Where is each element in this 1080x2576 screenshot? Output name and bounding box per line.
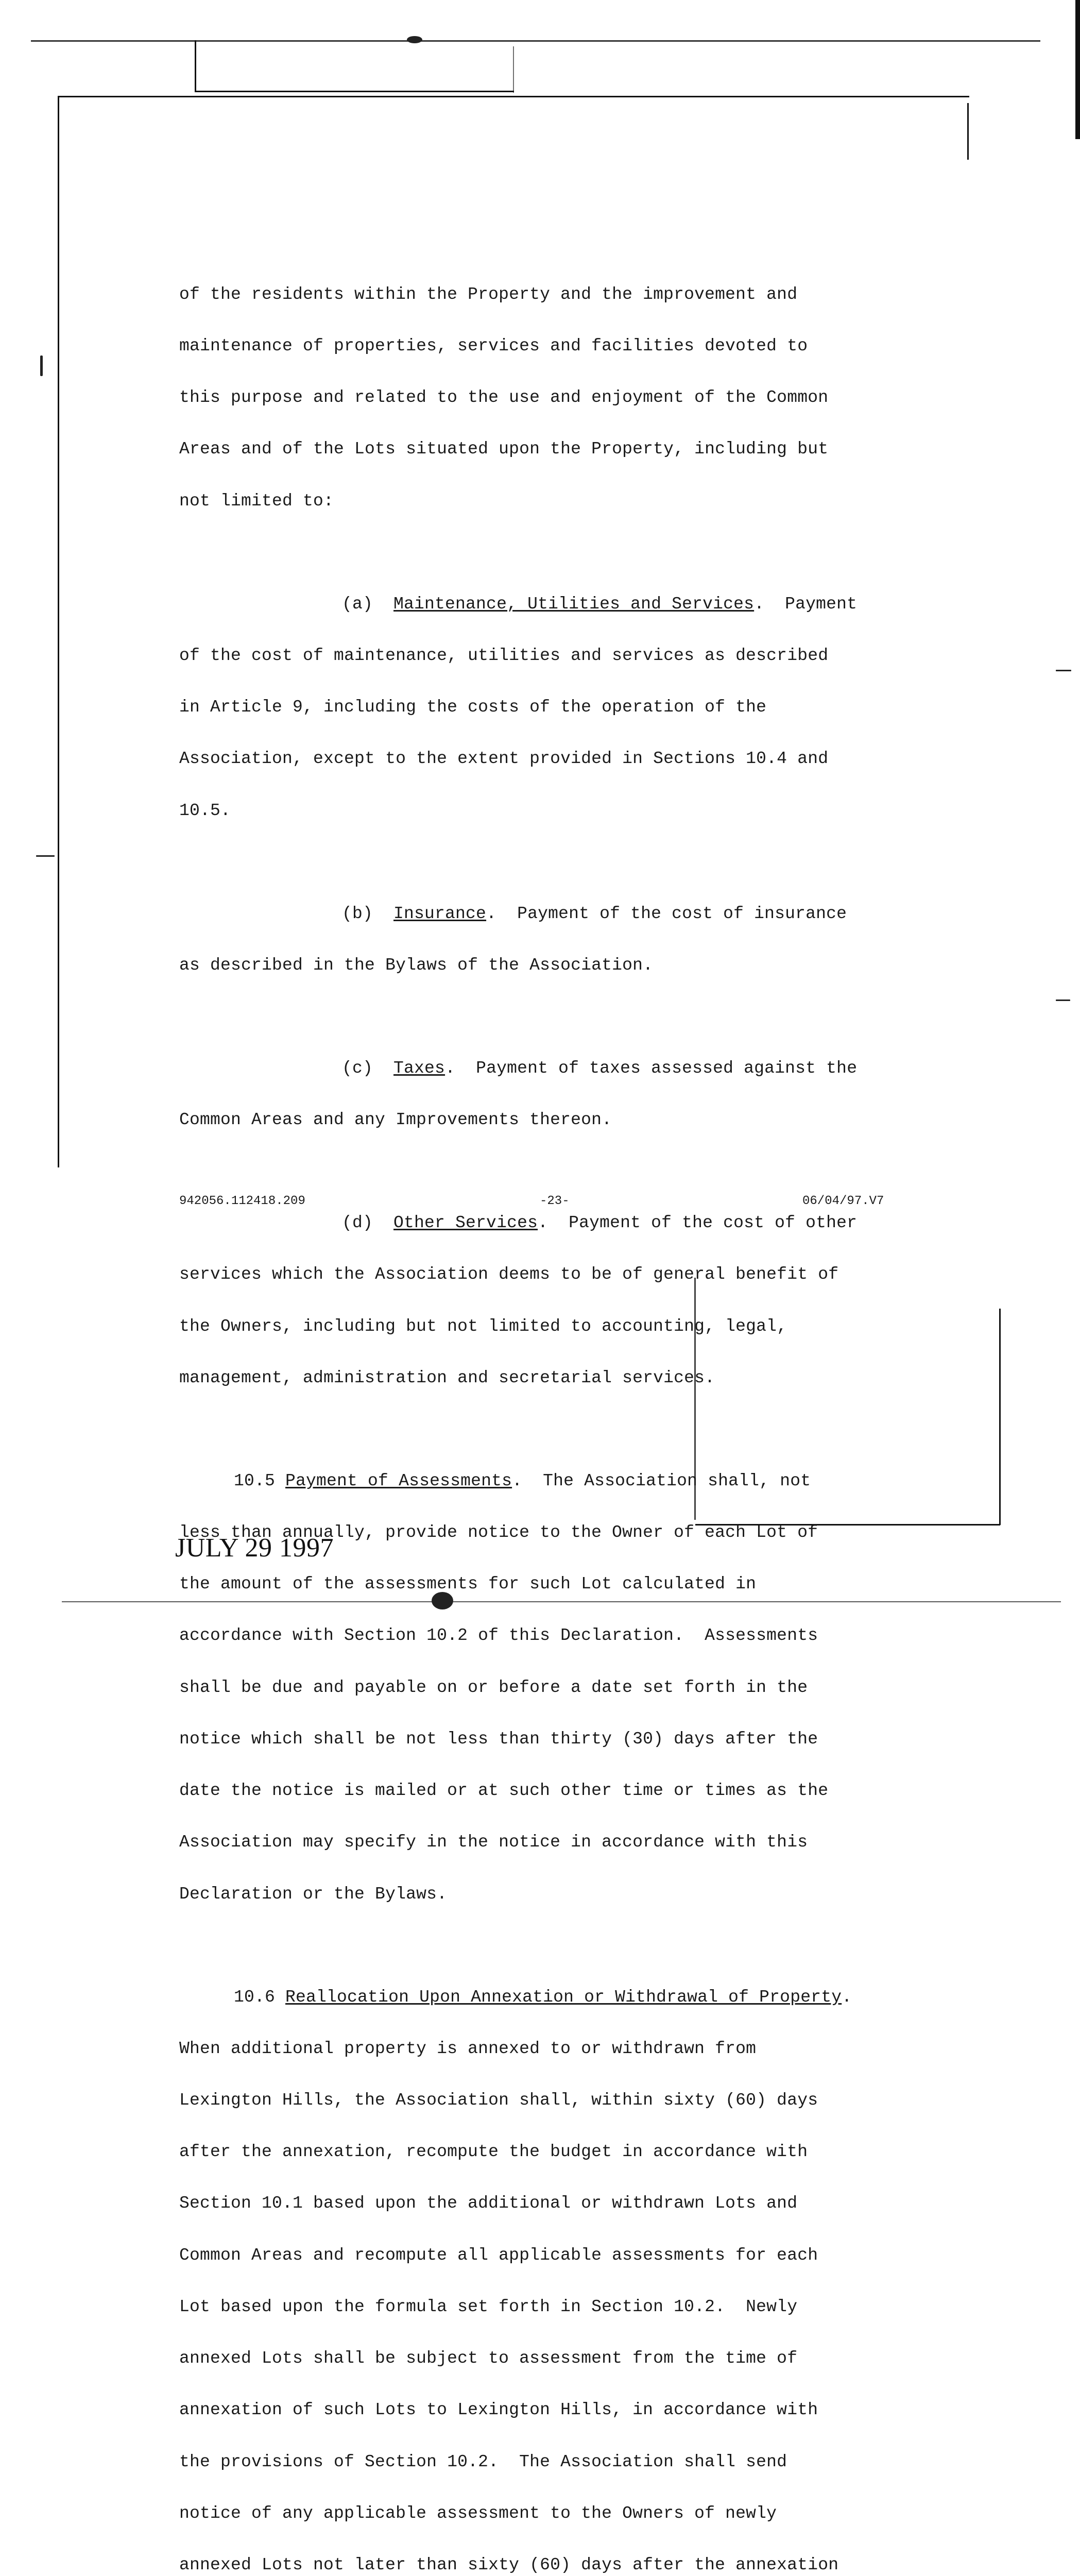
scan-right-edge-line — [1075, 0, 1080, 139]
item-first-rest: . Payment of the cost of insurance — [486, 904, 847, 923]
scan-mark-left-2 — [36, 855, 55, 857]
intro-line: maintenance of properties, services and facilities devoted to — [179, 336, 808, 356]
intro-line: Areas and of the Lots situated upon the Property, including but — [179, 439, 829, 459]
section-number: 10.5 — [234, 1471, 276, 1490]
section-line: Section 10.1 based upon the additional or withdrawn Lots and — [179, 2194, 798, 2213]
intro-line: of the residents within the Property and the improvement and — [179, 284, 798, 304]
section-first-rest: . — [842, 1987, 852, 2007]
item-line: the Owners, including but not limited to accounting, legal, — [179, 1316, 787, 1336]
section-heading: Reallocation Upon Annexation or Withdrawal of Property — [285, 1987, 842, 2007]
footer-doc-id: 942056.112418.209 — [179, 1194, 305, 1208]
item-marker: (d) — [342, 1213, 373, 1233]
scan-mark-right-1 — [1056, 670, 1071, 671]
section-line: date the notice is mailed or at such other time or times as the — [179, 1781, 829, 1801]
item-c — [179, 1025, 885, 1163]
item-line: services which the Association deems to be of general benefit of — [179, 1265, 839, 1284]
item-a-first-line — [179, 596, 885, 613]
item-marker: (b) — [342, 904, 373, 923]
scan-top-bracket-bottom — [195, 91, 514, 92]
section-line: annexation of such Lots to Lexington Hills, in accordance with — [179, 2400, 818, 2420]
item-marker: (c) — [342, 1058, 373, 1078]
item-heading: Maintenance, Utilities and Services — [393, 594, 755, 614]
item-a — [179, 561, 885, 854]
section-first-rest: . The Association shall, not — [512, 1471, 811, 1490]
scan-top-edge-line — [31, 40, 1040, 42]
intro-line: not limited to: — [179, 491, 334, 511]
section-line: accordance with Section 10.2 of this Declaration. Assessments — [179, 1626, 818, 1646]
scan-mark-left-1 — [40, 355, 43, 376]
scan-mark-right-2 — [1056, 999, 1070, 1001]
section-line: annexed Lots shall be subject to assessment from the time of — [179, 2349, 798, 2368]
item-d-first-line — [179, 1214, 885, 1231]
section-line: annexed Lots not later than sixty (60) days after the annexation — [179, 2555, 839, 2574]
received-date-stamp: JULY 29 1997 — [175, 1533, 334, 1563]
item-b-first-line — [179, 905, 885, 922]
section-number: 10.6 — [234, 1987, 276, 2007]
scan-top-bracket-left — [195, 40, 196, 92]
item-b — [179, 871, 885, 1008]
item-line: management, administration and secretarial services. — [179, 1368, 715, 1387]
scan-frame-top-line — [58, 96, 969, 97]
section-10-6 — [179, 1954, 885, 2576]
section-line: notice which shall be not less than thirty (30) days after the — [179, 1729, 818, 1749]
scan-frame-left-line — [58, 96, 59, 1167]
section-10-5-first-line — [179, 1472, 885, 1489]
section-line: the amount of the assessments for such Lot calculated in — [179, 1574, 757, 1594]
footer-page-number: -23- — [540, 1194, 570, 1208]
document-body — [179, 251, 885, 2576]
intro-line: this purpose and related to the use and enjoyment of the Common — [179, 388, 829, 408]
section-line: the provisions of Section 10.2. The Association shall send — [179, 2452, 787, 2471]
scan-bottom-right-box-right — [999, 1309, 1001, 1525]
scan-blob-top — [407, 36, 422, 43]
item-line: of the cost of maintenance, utilities and services as described — [179, 646, 829, 665]
item-c-first-line — [179, 1060, 885, 1077]
section-line: after the annexation, recompute the budget in accordance with — [179, 2142, 808, 2162]
section-line: less than annually, provide notice to the Owner of each Lot of — [179, 1523, 818, 1543]
item-heading: Insurance — [393, 904, 487, 923]
item-line: 10.5. — [179, 801, 231, 820]
section-10-6-first-line — [179, 1989, 885, 2006]
item-heading: Other Services — [393, 1213, 538, 1233]
footer-version: 06/04/97.V7 — [802, 1194, 884, 1208]
item-line: Common Areas and any Improvements thereon. — [179, 1110, 612, 1130]
section-line: Lot based upon the formula set forth in Section 10.2. Newly — [179, 2297, 798, 2316]
item-line: as described in the Bylaws of the Association. — [179, 955, 654, 975]
section-10-5 — [179, 1438, 885, 1937]
item-line: Association, except to the extent provided in Sections 10.4 and — [179, 749, 829, 769]
item-heading: Taxes — [393, 1058, 445, 1078]
section-line: shall be due and payable on or before a date set forth in the — [179, 1677, 808, 1697]
section-heading: Payment of Assessments — [285, 1471, 512, 1490]
scan-frame-right-line — [967, 103, 969, 160]
section-line: When additional property is annexed to or withdrawn from — [179, 2039, 757, 2058]
item-line: in Article 9, including the costs of the operation of the — [179, 698, 767, 717]
section-line: Lexington Hills, the Association shall, within sixty (60) days — [179, 2091, 818, 2110]
section-line: Declaration or the Bylaws. — [179, 1884, 448, 1904]
section-line: Common Areas and recompute all applicable assessments for each — [179, 2245, 818, 2265]
item-first-rest: . Payment — [754, 594, 858, 614]
item-d — [179, 1180, 885, 1421]
scan-top-bracket-right — [513, 46, 514, 93]
intro-paragraph — [179, 251, 885, 544]
section-line: Association may specify in the notice in accordance with this — [179, 1833, 808, 1852]
item-marker: (a) — [342, 594, 373, 614]
item-first-rest: . Payment of taxes assessed against the — [445, 1058, 858, 1078]
section-line: notice of any applicable assessment to the Owners of newly — [179, 2503, 777, 2523]
item-first-rest: . Payment of the cost of other — [538, 1213, 858, 1233]
